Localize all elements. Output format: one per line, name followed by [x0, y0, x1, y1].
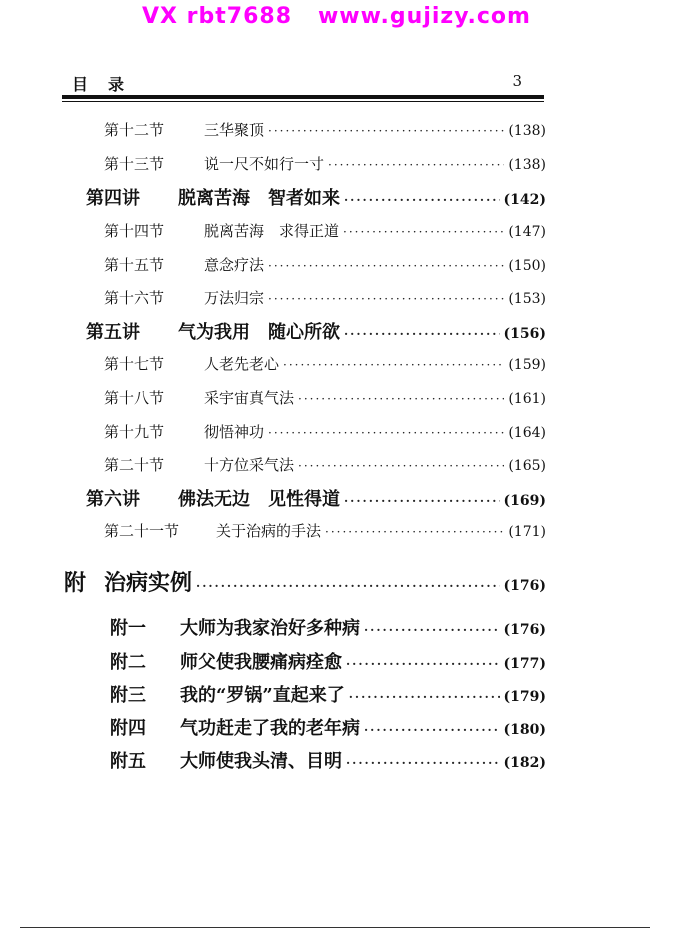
entry-title: 我的“罗锅”直起来了 [180, 685, 345, 706]
entry-title: 三华聚顶 [204, 121, 265, 139]
entry-title: 十方位采气法 [204, 456, 295, 474]
entry-title: 人老先老心 [204, 355, 280, 373]
leader-dots [344, 327, 500, 341]
entry-title: 关于治病的手法 [216, 522, 322, 540]
toc-entry-section-19[interactable] [104, 421, 546, 442]
toc-entry-lecture-6[interactable] [86, 485, 546, 511]
header-title: 目录 [72, 75, 145, 94]
leader-dots [346, 756, 500, 770]
entry-page: (142) [503, 192, 546, 208]
entry-page: (177) [503, 656, 546, 672]
entry-label: 附二 [110, 652, 146, 673]
leader-dots [349, 690, 500, 704]
entry-title: 脱离苦海 智者如来 [178, 188, 340, 209]
toc-entry-lecture-4[interactable] [86, 184, 546, 210]
leader-dots [344, 494, 500, 508]
leader-dots [298, 459, 504, 473]
leader-dots [325, 525, 504, 539]
entry-page: (159) [508, 357, 546, 373]
entry-page: (147) [508, 224, 546, 240]
leader-dots [298, 392, 504, 406]
entry-label: 附一 [110, 618, 146, 639]
toc-entry-section-13[interactable] [104, 153, 546, 174]
toc-entry-appendix-1[interactable] [110, 614, 546, 640]
entry-label: 第四讲 [86, 188, 140, 209]
entry-label: 第十六节 [104, 289, 165, 307]
entry-title: 大师为我家治好多种病 [180, 618, 360, 639]
entry-label: 第十七节 [104, 355, 165, 373]
page-header [62, 70, 542, 94]
toc-entry-appendix-4[interactable] [110, 714, 546, 740]
entry-page: (138) [508, 157, 546, 173]
entry-page: (161) [508, 391, 546, 407]
leader-dots [346, 657, 500, 671]
leader-dots [268, 259, 504, 273]
entry-title: 彻悟神功 [204, 423, 265, 441]
entry-page: (180) [503, 722, 546, 738]
entry-label: 第十八节 [104, 389, 165, 407]
toc-entry-appendix-3[interactable] [110, 681, 546, 707]
leader-dots [283, 358, 504, 372]
leader-dots [364, 623, 500, 637]
entry-title: 师父使我腰痛病痊愈 [180, 652, 342, 673]
leader-dots [343, 225, 504, 239]
entry-title: 万法归宗 [204, 289, 265, 307]
leader-dots [364, 723, 500, 737]
entry-title: 脱离苦海 求得正道 [204, 222, 340, 240]
entry-label: 第十九节 [104, 423, 165, 441]
entry-label: 第二十一节 [104, 522, 180, 540]
toc-entry-section-21[interactable] [104, 520, 546, 541]
entry-label: 第十五节 [104, 256, 165, 274]
entry-title: 采宇宙真气法 [204, 389, 295, 407]
entry-page: (156) [503, 326, 546, 342]
toc-entry-lecture-5[interactable] [86, 318, 546, 344]
page-number: 3 [512, 72, 522, 90]
entry-page: (153) [508, 291, 546, 307]
entry-page: (138) [508, 123, 546, 139]
header-rule-thick [62, 95, 544, 99]
entry-page: (182) [503, 755, 546, 771]
entry-label: 附 [64, 570, 87, 596]
entry-label: 第十三节 [104, 155, 165, 173]
toc-entry-appendix-2[interactable] [110, 648, 546, 674]
toc-entry-section-16[interactable] [104, 287, 546, 308]
toc-entry-section-18[interactable] [104, 387, 546, 408]
entry-label: 第六讲 [86, 489, 140, 510]
entry-label: 附五 [110, 751, 146, 772]
entry-title: 气功赶走了我的老年病 [180, 718, 360, 739]
entry-page: (165) [508, 458, 546, 474]
entry-page: (150) [508, 258, 546, 274]
toc-entry-section-15[interactable] [104, 254, 546, 275]
entry-label: 第十四节 [104, 222, 165, 240]
toc-entry-section-14[interactable] [104, 220, 546, 241]
leader-dots [196, 579, 500, 593]
leader-dots [344, 193, 500, 207]
entry-page: (179) [503, 689, 546, 705]
entry-title: 说一尺不如行一寸 [204, 155, 325, 173]
entry-page: (171) [508, 524, 546, 540]
toc-entry-section-17[interactable] [104, 353, 546, 374]
entry-label: 第十二节 [104, 121, 165, 139]
entry-title: 治病实例 [104, 570, 193, 596]
entry-label: 第二十节 [104, 456, 165, 474]
entry-label: 附三 [110, 685, 146, 706]
toc-entry-section-12[interactable] [104, 119, 546, 140]
entry-page: (176) [503, 578, 546, 594]
entry-label: 第五讲 [86, 322, 140, 343]
entry-page: (164) [508, 425, 546, 441]
toc-entry-appendix-5[interactable] [110, 747, 546, 773]
toc-entry-appendix[interactable] [64, 566, 546, 597]
leader-dots [268, 292, 504, 306]
entry-title: 气为我用 随心所欲 [178, 322, 340, 343]
page-bottom-rule [20, 927, 650, 928]
leader-dots [328, 158, 504, 172]
header-rule-thin [62, 101, 544, 102]
entry-page: (169) [503, 493, 546, 509]
watermark-text: VX rbt7688 www.gujizy.com [142, 4, 531, 29]
entry-label: 附四 [110, 718, 146, 739]
entry-title: 意念疗法 [204, 256, 265, 274]
entry-title: 大师使我头清、目明 [180, 751, 342, 772]
entry-page: (176) [503, 622, 546, 638]
toc-entry-section-20[interactable] [104, 454, 546, 475]
leader-dots [268, 124, 504, 138]
entry-title: 佛法无边 见性得道 [178, 489, 340, 510]
leader-dots [268, 426, 504, 440]
